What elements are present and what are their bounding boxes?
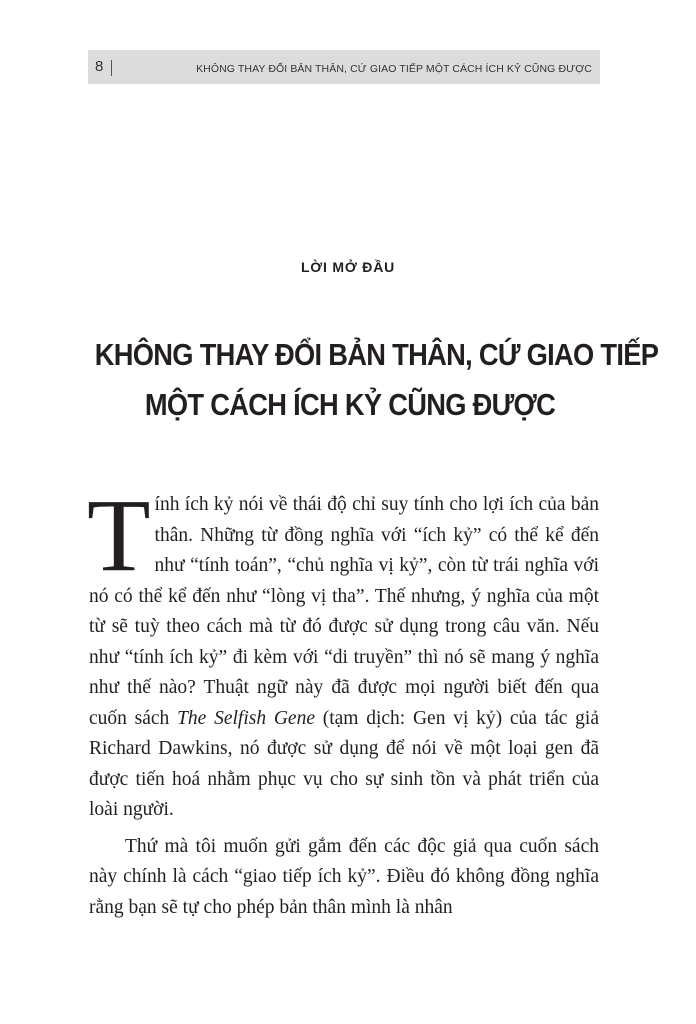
- chapter-title: [94, 330, 659, 430]
- paragraph-1: [87, 478, 600, 826]
- page-number: 8: [95, 58, 105, 75]
- running-title: KHÔNG THAY ĐỔI BẢN THÂN, CỨ GIAO TIẾP MỘT CÁCH ÍCH KỶ CŨNG ĐƯỢC: [196, 63, 592, 75]
- paragraph-2: Thứ mà tôi muốn gửi gắm đến các độc giả qua cuốn sách này chính là cách “giao tiếp ích kỷ”. Điều đó không đồng nghĩa rằng bạn sẽ tự cho phép bản thân mình là nhân: [89, 835, 599, 918]
- body-text: [87, 478, 600, 923]
- drop-cap: T: [87, 478, 151, 593]
- paragraph-1-text-a: ính ích kỷ nói về thái độ chỉ suy tính cho lợi ích của bản thân. Những từ đồng nghĩa với “ích kỷ” có thể kể đến như “tính toán”, “chủ nghĩa vị kỷ”, còn từ trái nghĩa với nó có thể kể đến như “lòng vị tha”. Thế nhưng, ý nghĩa của một từ sẽ tuỳ theo cách mà từ đó được sử dụng trong câu văn. Nếu như “tính ích kỷ” đi kèm với “di truyền” thì nó sẽ mang ý nghĩa như thế nào? Thuật ngữ này đã được mọi người biết đến qua cuốn sách: [89, 494, 599, 729]
- section-label: LỜI MỞ ĐẦU: [300, 259, 396, 275]
- paragraph-1-text-b: (tạm dịch: Gen vị kỷ) của tác giả Richard Dawkins, nó được sử dụng để nói về một loại gen đã được tiến hoá nhằm phục vụ cho sự sinh tồn và phát triển của loài người.: [89, 707, 600, 820]
- header-divider: [111, 60, 112, 76]
- book-title-italic: The Selfish Gene: [177, 707, 315, 729]
- chapter-title-line-1: KHÔNG THAY ĐỔI BẢN THÂN, CỨ GIAO TIẾP: [94, 337, 659, 372]
- chapter-title-line-2: MỘT CÁCH ÍCH KỶ CŨNG ĐƯỢC: [144, 387, 556, 422]
